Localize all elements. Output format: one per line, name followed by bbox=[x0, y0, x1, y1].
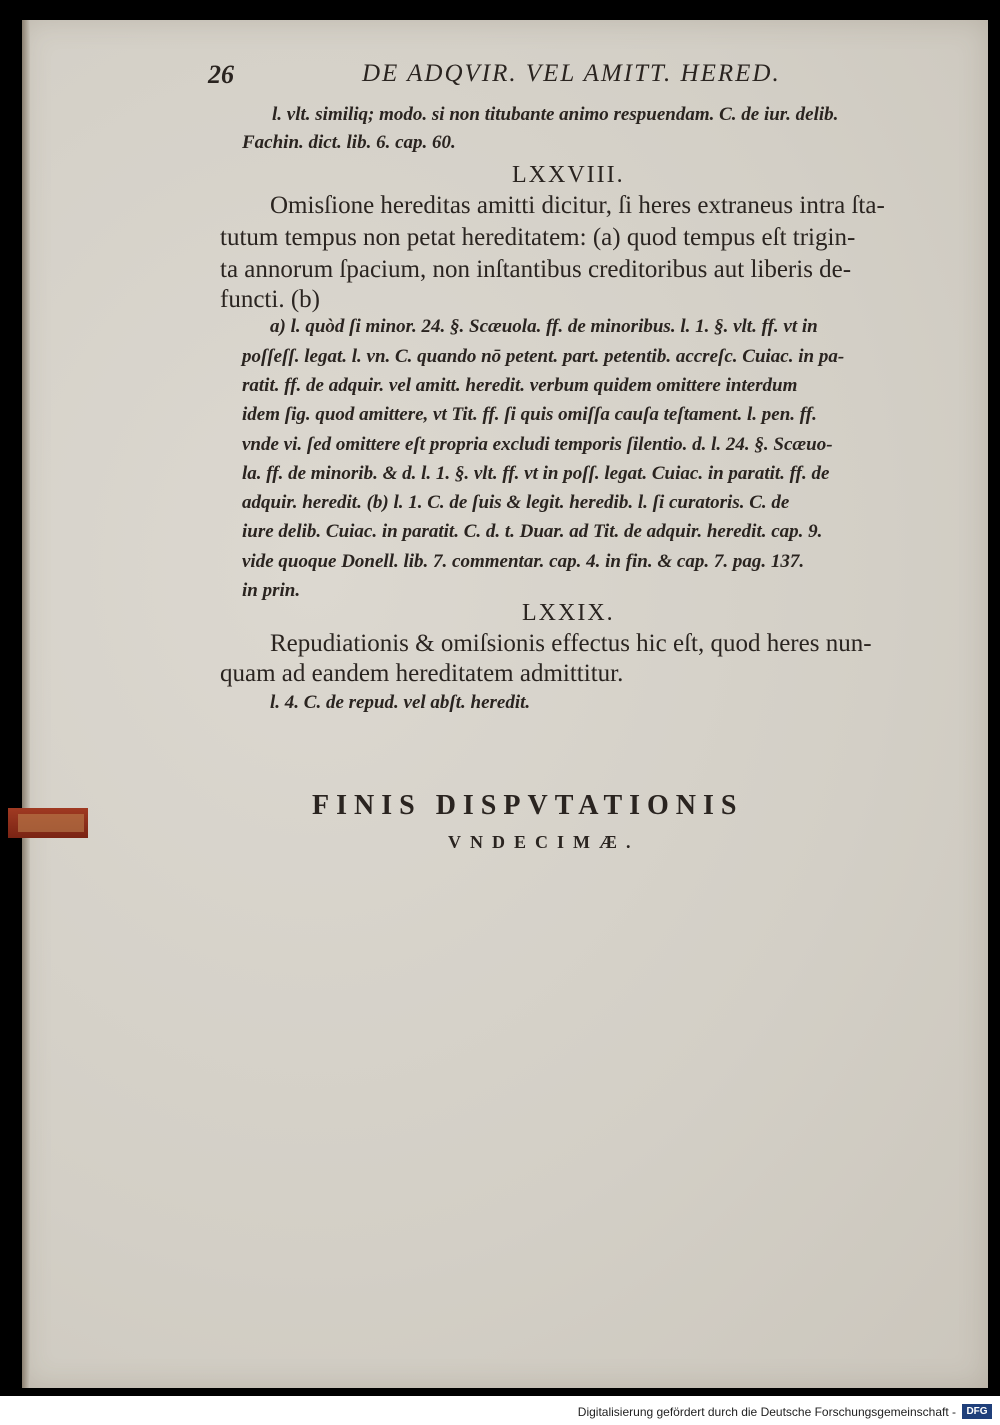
note-line: iure delib. Cuiac. in paratit. C. d. t. Duar. ad Tit. de adquir. heredit. cap. 9. bbox=[242, 521, 823, 542]
note-line: poſſeſſ. legat. l. vn. C. quando nō petent. part. petentib. accreſc. Cuiac. in pa- bbox=[242, 346, 845, 367]
section-78-line: Omisſione hereditas amitti dicitur, ſi heres extraneus intra ſta- bbox=[270, 192, 885, 219]
note-line: vnde vi. ſed omittere eſt propria excludi temporis ſilentio. d. l. 24. §. Scæuo- bbox=[242, 434, 833, 455]
note-line: la. ff. de minorib. & d. l. 1. §. vlt. ff. vt in poſſ. legat. Cuiac. in paratit. ff. de bbox=[242, 463, 830, 484]
reference-line: l. vlt. similiq; modo. si non titubante animo respuendam. C. de iur. delib. bbox=[272, 104, 839, 125]
section-78-line: functi. (b) bbox=[220, 286, 320, 313]
finis-heading: FINIS DISPVTATIONIS bbox=[312, 790, 744, 821]
note-line: adquir. heredit. (b) l. 1. C. de ſuis & legit. heredib. l. ſi curatoris. C. de bbox=[242, 492, 790, 513]
section-number-78: LXXVIII. bbox=[512, 162, 625, 188]
red-bookmark-tab bbox=[8, 808, 88, 838]
note-line: a) l. quòd ſi minor. 24. §. Scæuola. ff. de minoribus. l. 1. §. vlt. ff. vt in bbox=[270, 316, 818, 337]
section-number-79: LXXIX. bbox=[522, 600, 615, 626]
note-line: l. 4. C. de repud. vel abſt. heredit. bbox=[270, 692, 531, 713]
reference-line: Fachin. dict. lib. 6. cap. 60. bbox=[242, 132, 456, 153]
note-line: vide quoque Donell. lib. 7. commentar. cap. 4. in fin. & cap. 7. pag. 137. bbox=[242, 551, 805, 572]
dfg-logo: DFG bbox=[962, 1404, 992, 1419]
footer-credit: Digitalisierung gefördert durch die Deutsche Forschungsgemeinschaft - bbox=[577, 1405, 956, 1419]
section-79-line: quam ad eandem hereditatem admittitur. bbox=[220, 660, 624, 687]
note-line: in prin. bbox=[242, 580, 301, 601]
note-line: idem ſig. quod amittere, vt Tit. ff. ſi quis omiſſa cauſa teſtament. l. pen. ff. bbox=[242, 404, 817, 425]
finis-subheading: VNDECIMÆ. bbox=[448, 832, 640, 852]
note-line: ratit. ff. de adquir. vel amitt. heredit. verbum quidem omittere interdum bbox=[242, 375, 798, 396]
section-79-line: Repudiationis & omiſsionis effectus hic eſt, quod heres nun- bbox=[270, 630, 872, 657]
page-number: 26 bbox=[208, 60, 234, 89]
page-spine-shadow bbox=[22, 20, 30, 1388]
section-78-line: tutum tempus non petat hereditatem: (a) quod tempus eſt trigin- bbox=[220, 224, 856, 251]
section-78-line: ta annorum ſpacium, non inſtantibus creditoribus aut liberis de- bbox=[220, 256, 852, 283]
running-title: DE ADQVIR. VEL AMITT. HERED. bbox=[362, 60, 781, 87]
